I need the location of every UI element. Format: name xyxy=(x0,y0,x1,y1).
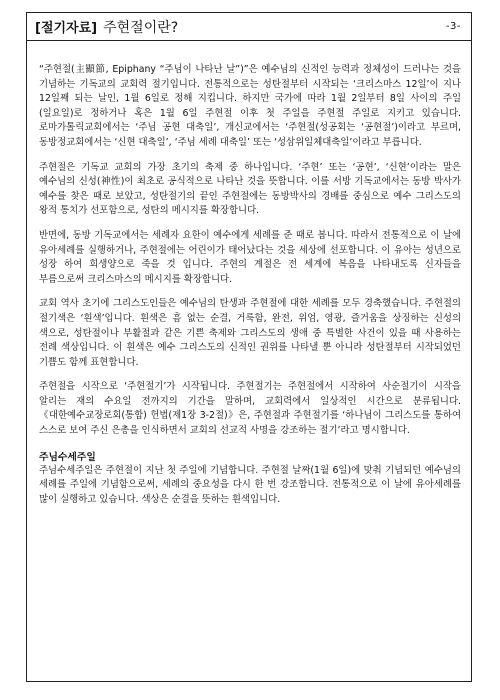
paragraph-eastern-tradition: 반면에, 동방 기독교에서는 세례자 요한이 예수에게 세례를 준 때로 봅니다. 따라서 전통적으로 이 날에 유아세례를 실행하거나, 주현절에는 어린이가 태어났다는 것을 세상에 선포합니다. 이 유아는 성년으로 성장 하여 희생양으로 죽을 것 입니다. 주현의 계절은 전 세계에 복음을 나타내도록 신자들을 부름으로써 크리스마스의 메시지를 확장합니다. xyxy=(39,229,461,285)
subheading-baptism-sunday: 주님수세주일 xyxy=(39,451,96,463)
document-page xyxy=(26,12,472,682)
document-body xyxy=(27,41,471,507)
page-title: 주현절이란? xyxy=(103,19,179,36)
section-tag: [절기자료] xyxy=(35,21,98,36)
page-header xyxy=(27,13,471,41)
paragraph-baptism-sunday: 주님수세주일은 주현절이 지난 첫 주일에 기념합니다. 주현절 날짜(1월 6일)에 맞춰 기념되던 예수님의 세례를 주일에 기념함으로써, 세례의 중요성을 다시 한 번 강조합니다. 전통적으로 이 날에 유아세례를 많이 실행하고 있습니다. 색상은 순결을 뜻하는 흰색입니다. xyxy=(39,464,461,505)
header-title-group xyxy=(35,17,178,37)
paragraph-origin: 주현절은 기독교 교회의 가장 초기의 축제 중 하나입니다. ‘주현’ 또는 ‘공현’, ‘신현’이라는 말은 예수님의 신성(神性)이 최초로 공식적으로 나타난 것을 뜻합니다. 이를 서방 기독교에서는 동방 박사가 예수를 찾은 때로 보았고, 성탄절기의 끝인 주현절에는 동방박사의 경배를 중심으로 예수 그리스도의 왕적 통치가 선포함으로, 성탄의 메시지를 확장합니다. xyxy=(39,161,461,217)
paragraph-definition: “주현절(主顯節, Epiphany “주님이 나타난 날”)”은 예수님의 신적인 능력과 정체성이 드러나는 것을 기념하는 기독교의 교회력 절기입니다. 전통적으로는 성탄절부터 시작되는 ‘크리스마스 12일’이 지나 12일째 되는 날인, 1월 6일로 정해 지킵니다. 하지만 국가에 따라 1월 2일부터 8일 사이의 주일(일요일)로 정하거나 혹은 1월 6일 주현절 이후 첫 주일을 주현절 주일로 지키고 있습니다. 로마가톨릭교회에서는 ‘주님 공현 대축일’, 개신교에서는 ‘주현절(성공회는 ‘공현절’)이라고 부르며, 동방정교회에서는 ‘신현 대축일’, ‘주님 세례 대축일’ 또는 ‘성삼위일체대축일’이라고 부릅니다. xyxy=(39,64,461,148)
paragraph-liturgical-color: 교회 역사 초기에 그리스도인들은 예수님의 탄생과 주현절에 대한 세례를 모두 경축했습니다. 주현절의 절기색은 ‘흰색’입니다. 흰색은 흠 없는 순결, 거룩함, 완전, 위엄, 영광, 즐거움을 상징하는 신성의 색으로, 성탄절이나 부활절과 같은 기쁜 축제와 그리스도의 생애 중 특별한 사건이 있을 때 사용하는 전례 색상입니다. 이 흰색은 예수 그리스도의 신적인 권위를 나타낼 뿐 아니라 성탄절부터 시작되었던 기쁨도 함께 표현합니다. xyxy=(39,298,461,368)
paragraph-epiphany-season: 주현절을 시작으로 ‘주현절기’가 시작됩니다. 주현절기는 주현절에서 시작하여 사순절기이 시작을 알리는 재의 수요일 전까지의 기간을 말하며, 교회력에서 일상적인 시간으로 분류됩니다. 《대한예수교장로회(통합) 헌법(제1장 3-2절)》은, 주현절과 주현절기를 ‘하나님이 그리스도를 통하여 스스로 보여 주신 은총을 인식하면서 교회의 선교적 사명을 강조하는 절기’라고 명시합니다. xyxy=(39,381,461,437)
page-number: -3- xyxy=(445,21,461,32)
